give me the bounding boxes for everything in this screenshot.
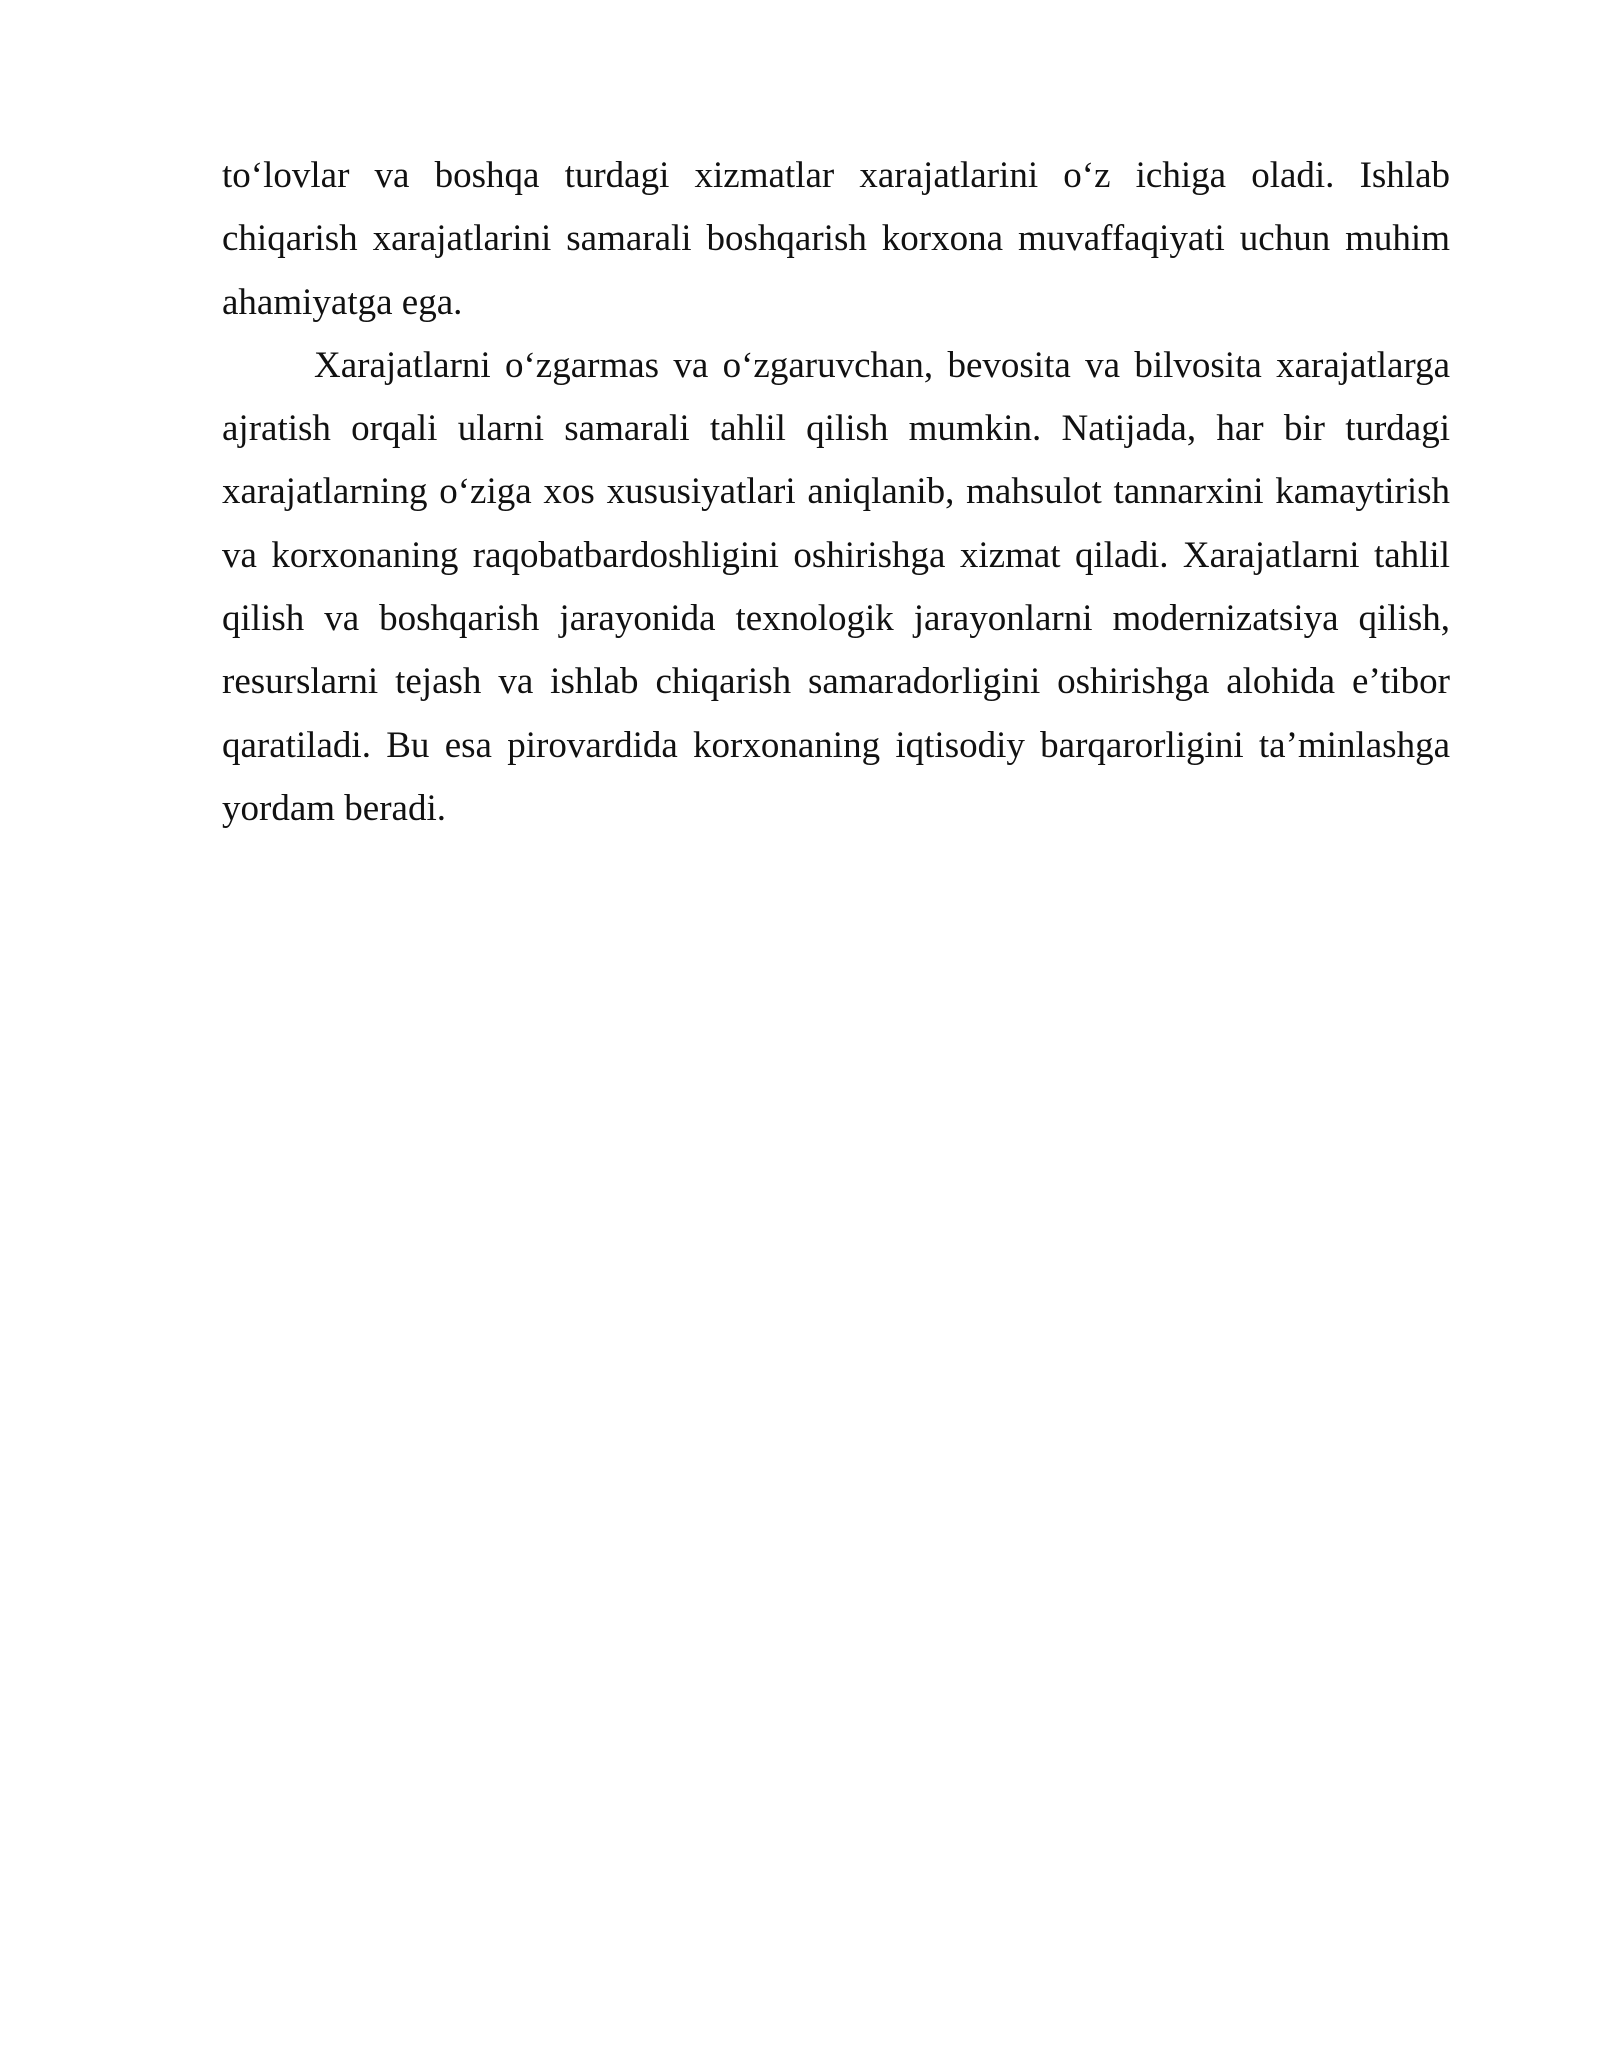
document-body	[222, 144, 1450, 840]
paragraph-cost-analysis: Xarajatlarni o‘zgarmas va o‘zgaruvchan, bevosita va bilvosita xarajatlarga ajratish orqali ularni samarali tahlil qilish mumkin. Natijada, har bir turdagi xarajatlarning o‘ziga xos xususiyatlari aniqlanib, mahsulot tannarxini kamaytirish va korxonaning raqobatbardoshligini oshirishga xizmat qiladi. Xarajatlarni tahlil qilish va boshqarish jarayonida texnologik jarayonlarni modernizatsiya qilish, resurslarni tejash va ishlab chiqarish samaradorligini oshirishga alohida e’tibor qaratiladi. Bu esa pirovardida korxonaning iqtisodiy barqarorligini ta’minlashga yordam beradi.	[222, 344, 1450, 829]
paragraph-continuation: to‘lovlar va boshqa turdagi xizmatlar xarajatlarini o‘z ichiga oladi. Ishlab chiqarish xarajatlarini samarali boshqarish korxona muvaffaqiyati uchun muhim ahamiyatga ega.	[222, 155, 1450, 323]
